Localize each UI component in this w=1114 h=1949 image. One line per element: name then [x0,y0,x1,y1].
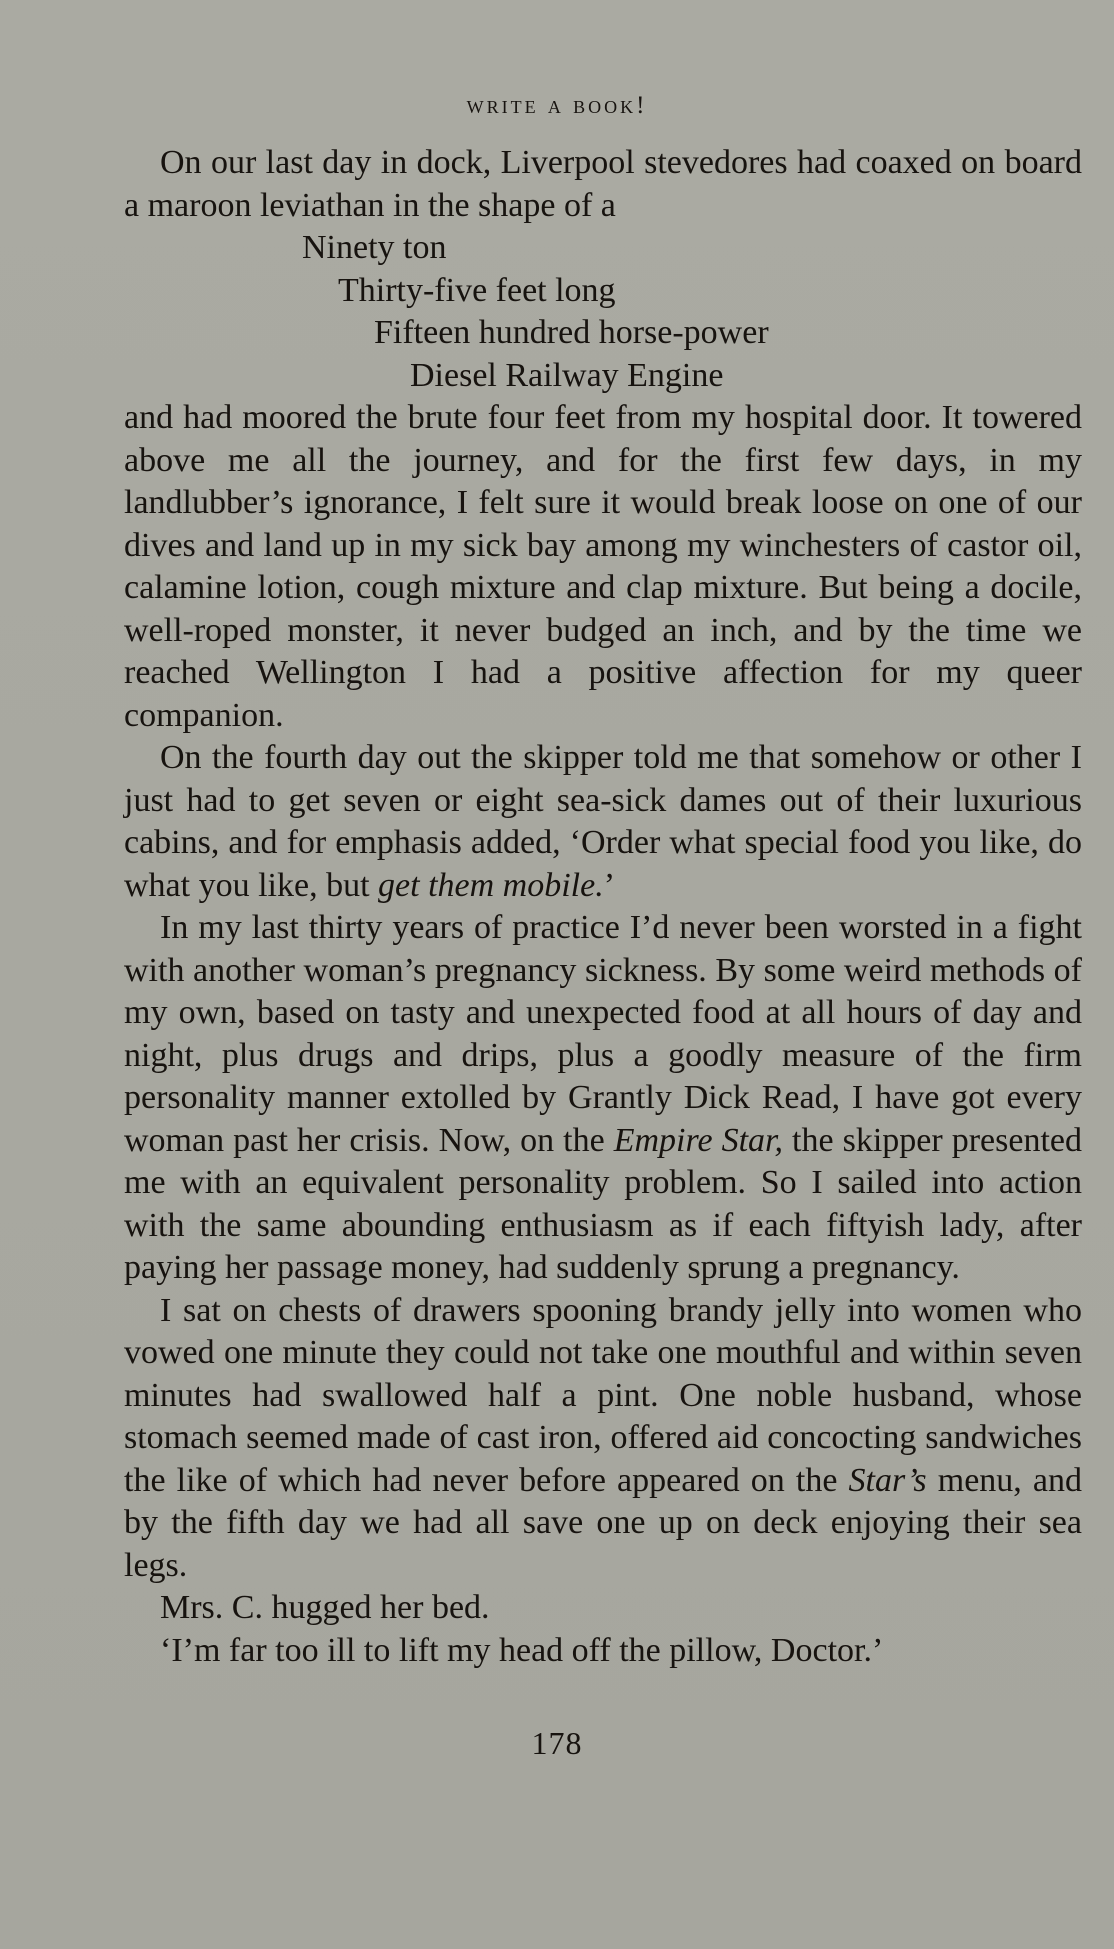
paragraph-3-text: On the fourth day out the skipper told me that somehow or other I just had to get seven or eight sea-sick dames out of their luxurious cabins, and for emphasis added, ‘Order what special food you like, do what you like, but [124,739,1082,904]
list-line-3: Fifteen hundred horse-power [374,314,769,351]
paragraph-4-italic: Empire Star, [613,1121,783,1159]
paragraph-5 [124,1290,1082,1588]
paragraph-3-end: ’ [603,866,616,904]
engine-list [124,227,1082,397]
list-line-1: Ninety ton [302,229,447,266]
body-text [124,142,1082,1672]
paragraph-3-italic: get them mobile. [378,866,604,904]
list-line-4: Diesel Railway Engine [410,356,724,394]
list-line-2: Thirty-five feet long [338,271,616,309]
paragraph-5-before: I sat on chests of drawers spooning brandy jelly into women who vowed one minute they could not take one mouthful and within seven minutes had swallowed half a pint. One noble husband, whose stomach seemed made of cast iron, offered aid concocting sandwiches the like of which had never before appeared on the [124,1291,1082,1499]
running-head: write a book! [466,92,648,119]
paragraph-5-after: menu, and by the fifth day we had all save one up on deck enjoying their sea legs. [124,1461,1082,1584]
paragraph-2: and had moored the brute four feet from my hospital door. It towered above me all the journey, and for the first few days, in my landlubber’s ignorance, I felt sure it would break loose on one of our dives and land up in my sick bay among my winchesters of castor oil, calamine lotion, cough mixture and clap mixture. But being a docile, well-roped monster, it never budged an inch, and by the time we reached Wellington I had a positive affection for my queer companion. [124,399,1082,734]
paragraph-6: Mrs. C. hugged her bed. [160,1589,490,1626]
paragraph-4-after: the skipper presented me with an equivalent personality problem. So I sailed into action with the same abounding enthusiasm as if each fiftyish lady, after paying her passage money, had suddenly sprung a pregnancy. [124,1121,1082,1286]
paragraph-4-before: In my last thirty years of practice I’d never been worsted in a fight with another woman’s pregnancy sickness. By some weird methods of my own, based on tasty and unexpected food at all hours of day and night, plus drugs and drips, plus a goodly measure of the firm personality manner extolled by Grantly Dick Read, I have got every woman past her crisis. Now, on the [124,909,1082,1159]
paragraph-4 [124,907,1082,1290]
paragraph-3 [124,737,1082,907]
paragraph-1: On our last day in dock, Liverpool stevedores had coaxed on board a maroon leviathan in the shape of a [124,144,1082,224]
paragraph-7: ‘I’m far too ill to lift my head off the pillow, Doctor.’ [160,1631,884,1669]
page-number: 178 [531,1725,583,1761]
paragraph-5-italic: Star’s [848,1461,927,1499]
